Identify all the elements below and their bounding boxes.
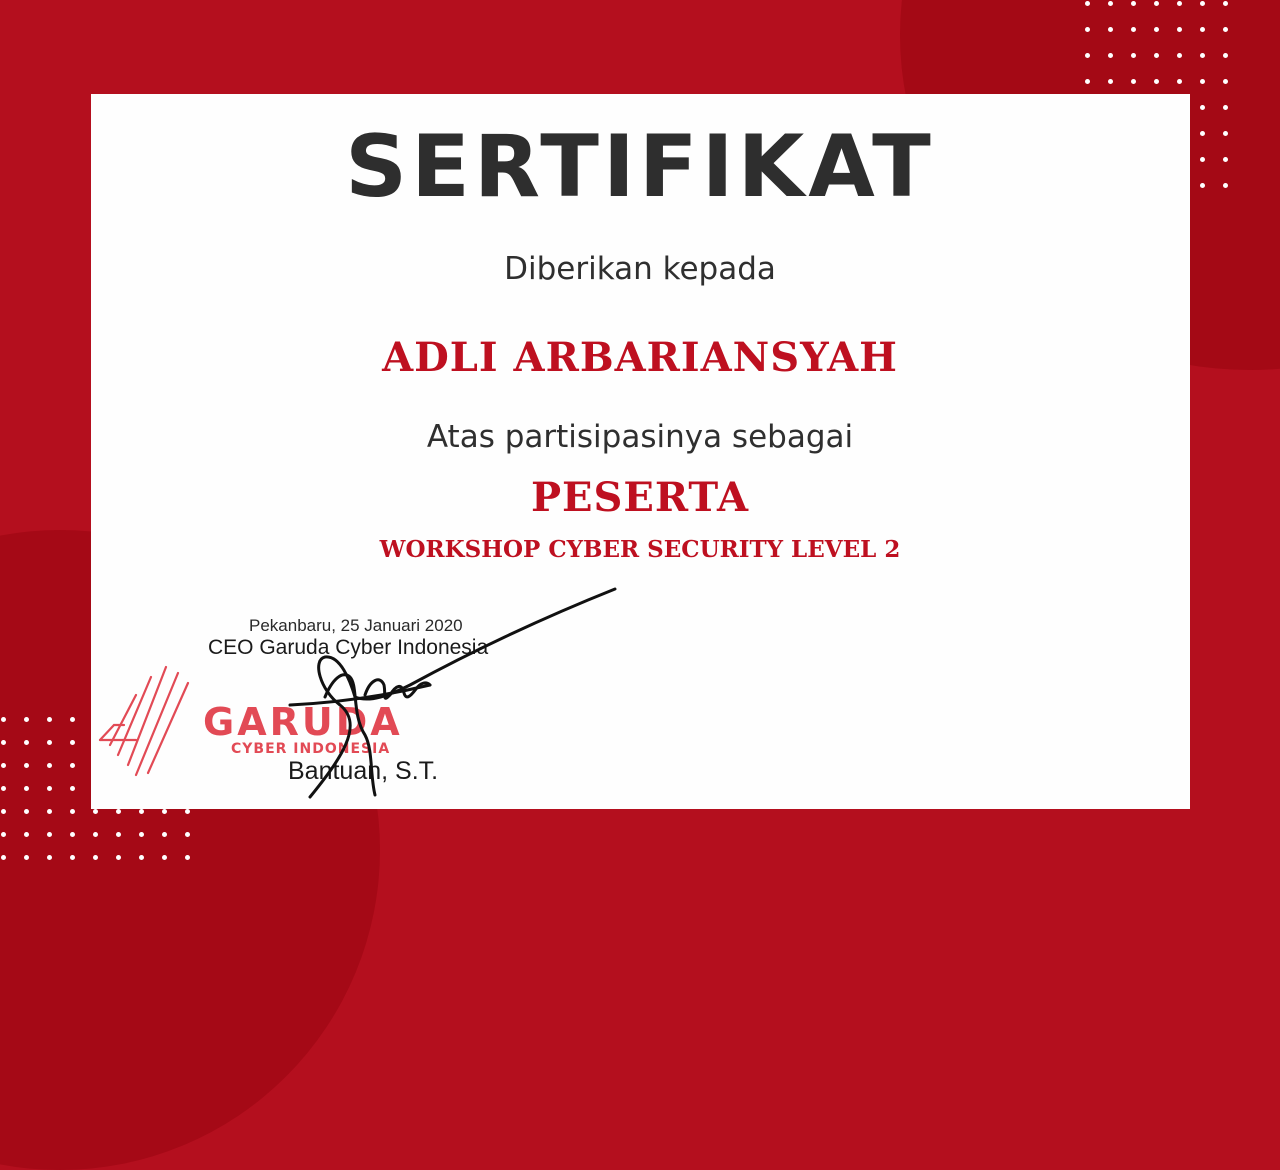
decorative-dot <box>1154 27 1159 32</box>
decorative-dot <box>1 786 6 791</box>
handwritten-signature <box>270 585 630 810</box>
decorative-dot <box>1200 53 1205 58</box>
decorative-dot <box>47 809 52 814</box>
decorative-dot <box>47 717 52 722</box>
decorative-dot <box>139 809 144 814</box>
decorative-dot <box>185 832 190 837</box>
decorative-dot <box>93 855 98 860</box>
decorative-dot <box>1177 53 1182 58</box>
decorative-dot <box>1200 27 1205 32</box>
signer-position: CEO Garuda Cyber Indonesia <box>208 636 489 659</box>
decorative-dot <box>1 740 6 745</box>
decorative-dot <box>185 809 190 814</box>
decorative-dot <box>1 717 6 722</box>
decorative-dot <box>1 832 6 837</box>
decorative-dot <box>47 832 52 837</box>
decorative-dot <box>116 809 121 814</box>
decorative-dot <box>1223 105 1228 110</box>
decorative-dot <box>47 855 52 860</box>
decorative-dot <box>24 832 29 837</box>
decorative-dot <box>116 832 121 837</box>
decorative-dot <box>24 717 29 722</box>
decorative-dot <box>1085 1 1090 6</box>
decorative-dot <box>47 763 52 768</box>
decorative-dot <box>1085 27 1090 32</box>
decorative-dot <box>116 855 121 860</box>
decorative-dot <box>162 832 167 837</box>
decorative-dot <box>1085 79 1090 84</box>
decorative-dot <box>1154 1 1159 6</box>
decorative-dot <box>1223 1 1228 6</box>
decorative-dot <box>1108 79 1113 84</box>
decorative-dot <box>1085 53 1090 58</box>
decorative-dot <box>1131 1 1136 6</box>
decorative-dot <box>1154 79 1159 84</box>
decorative-dot <box>70 786 75 791</box>
decorative-dot <box>70 740 75 745</box>
decorative-dot <box>139 832 144 837</box>
decorative-dot <box>47 786 52 791</box>
decorative-dot <box>1108 1 1113 6</box>
decorative-dot <box>1108 27 1113 32</box>
decorative-dot <box>162 855 167 860</box>
logo-wordmark: GARUDA <box>203 700 403 744</box>
decorative-dot <box>24 809 29 814</box>
decorative-dot <box>93 809 98 814</box>
decorative-dot <box>70 855 75 860</box>
decorative-dot <box>24 855 29 860</box>
decorative-dot <box>24 763 29 768</box>
decorative-dot <box>1154 53 1159 58</box>
decorative-dot <box>1177 27 1182 32</box>
certificate-title: SERTIFIKAT <box>345 117 935 217</box>
decorative-dot <box>24 740 29 745</box>
participant-role: PESERTA <box>530 474 750 521</box>
participation-text: Atas partisipasinya sebagai <box>426 419 854 455</box>
decorative-dot <box>70 832 75 837</box>
decorative-dot <box>1177 79 1182 84</box>
decorative-dot <box>139 855 144 860</box>
signer-name: Bantuan, S.T. <box>288 757 439 785</box>
decorative-dot <box>1 763 6 768</box>
decorative-dot <box>1200 105 1205 110</box>
decorative-dot <box>70 717 75 722</box>
decorative-dot <box>1 809 6 814</box>
decorative-dot <box>1131 27 1136 32</box>
decorative-dot <box>1 855 6 860</box>
decorative-dot <box>1200 79 1205 84</box>
place-date: Pekanbaru, 25 Januari 2020 <box>249 616 463 635</box>
logo-tagline: CYBER INDONESIA <box>231 741 391 757</box>
decorative-dot <box>24 786 29 791</box>
decorative-dot <box>162 809 167 814</box>
decorative-dot <box>70 763 75 768</box>
decorative-dot <box>93 832 98 837</box>
decorative-dot <box>185 855 190 860</box>
event-name: WORKSHOP CYBER SECURITY LEVEL 2 <box>379 536 901 563</box>
decorative-dot <box>1223 79 1228 84</box>
decorative-dot <box>1131 79 1136 84</box>
decorative-dot <box>1131 53 1136 58</box>
given-to-text: Diberikan kepada <box>504 251 776 287</box>
decorative-dot <box>1223 53 1228 58</box>
recipient-name: ADLI ARBARIANSYAH <box>382 334 898 381</box>
decorative-dot <box>1108 53 1113 58</box>
decorative-dot <box>70 809 75 814</box>
decorative-dot <box>1223 27 1228 32</box>
decorative-dot <box>1200 1 1205 6</box>
decorative-dot <box>1177 1 1182 6</box>
garuda-wing-logo-icon <box>96 655 192 780</box>
decorative-dot <box>47 740 52 745</box>
